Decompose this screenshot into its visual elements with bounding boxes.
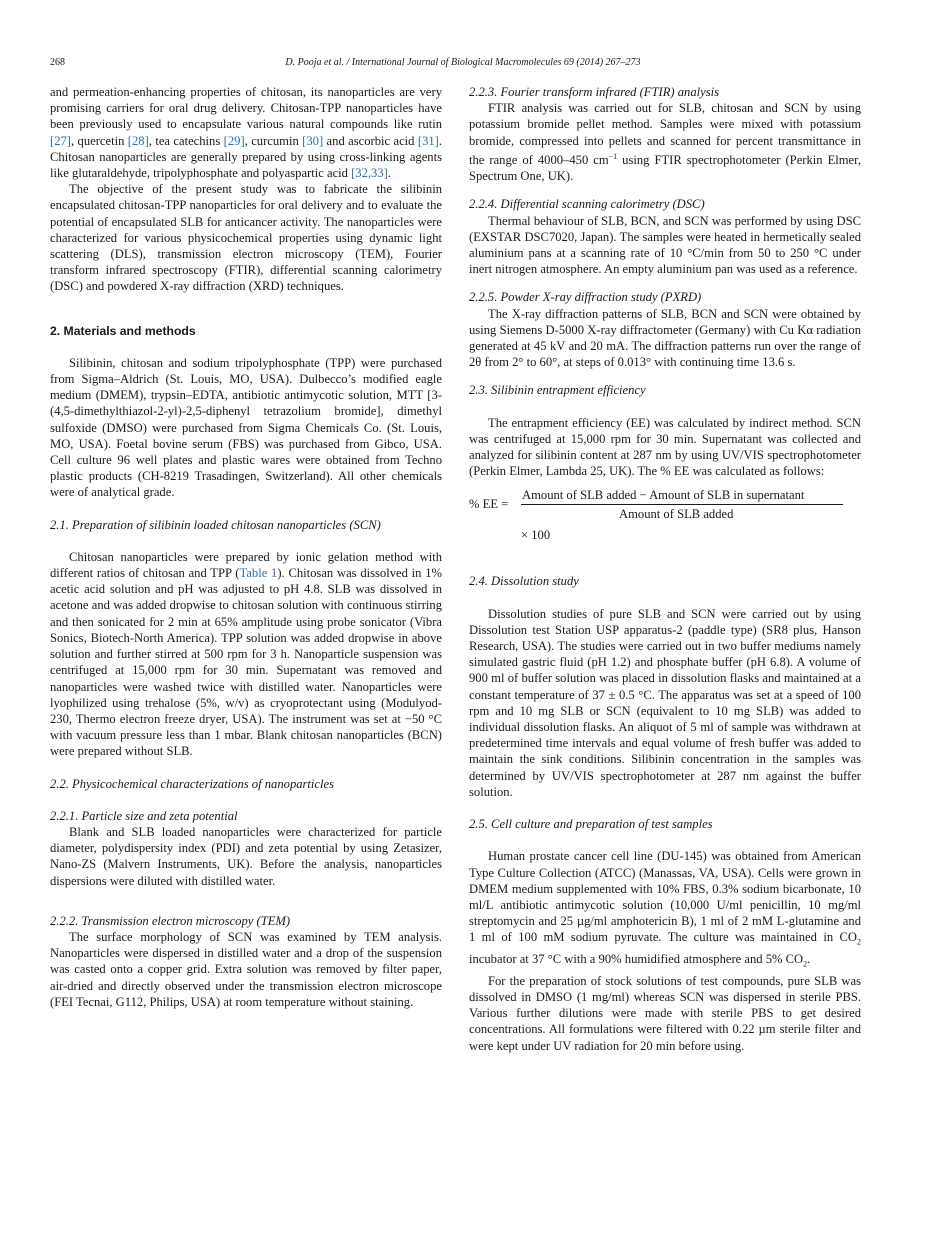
- table-1-link[interactable]: Table 1: [239, 566, 278, 581]
- right-column: [469, 84, 861, 1054]
- ref-link-32-33[interactable]: [32,33]: [351, 166, 388, 181]
- particle-size-paragraph: Blank and SLB loaded nanoparticles were characterized for particle diameter, polydispersity index (PDI) and zeta potential by using Zetasizer, Nano-ZS (Malvern Instruments, UK). Before the analysis, nanoparticles dispersions were diluted with distilled water.: [50, 824, 442, 888]
- dissolution-paragraph: Dissolution studies of pure SLB and SCN were carried out by using Dissolution test Station USP apparatus-2 (paddle type) (SR8 plus, Hanson Research, USA). The studies were carried out in two buffer mediums namely simulated gastric fluid (pH 1.2) and phosphate buffer (pH 6.8). A volume of 900 ml of buffer solution was placed in dissolution flasks and maintained at a constant temperature of 37 ± 0.5 °C. The apparatus was set at a speed of 100 rpm and 10 mg SLB or SCN (equivalent to 10 mg SLB) was added to individual dissolution flasks. An aliquot of 5 ml of sample was withdrawn at predetermined time intervals and equal volume of fresh buffer was added to maintain the sink conditions. Silibinin concentration in the samples was determined by UV/VIS spectrophotometer at 287 nm against the buffer solution.: [469, 606, 861, 799]
- ee-equation: [469, 487, 861, 545]
- pxrd-paragraph: The X-ray diffraction patterns of SLB, BCN and SCN were obtained by using Siemens D-5000 X-ray diffractometer (Germany) with Cu Kα radiation generated at 45 kV and 20 mA. The diffraction patterns run over the range of 2θ from 2° to 60°, at steps of 0.013° with continuing time 13.6 s.: [469, 306, 861, 370]
- stock-solution-paragraph: For the preparation of stock solutions of test compounds, pure SLB was dissolved in DMSO (1 mg/ml) whereas SCN was dispersed in sterile PBS. Various further dilutions were made with sterile PBS to get desired concentrations. All formulations were filtered with 0.22 µm sterile filter and were kept under UV radiation for 20 min before using.: [469, 973, 861, 1053]
- equation-lhs: % EE =: [469, 497, 509, 512]
- equation-multiplier: × 100: [521, 528, 551, 543]
- subsection-heading-2-4: 2.4. Dissolution study: [469, 574, 579, 589]
- subsection-heading-2-2-4: 2.2.4. Differential scanning calorimetry (DSC): [469, 197, 705, 212]
- objective-paragraph: The objective of the present study was to fabricate the silibinin encapsulated chitosan-TPP nanoparticles for oral delivery and to evaluate the potential of encapsulated SLB for anticancer activity. The nanoparticles were characterized for various physicochemical properties using dynamic light scattering (DLS), transmission electron microscopy (TEM), Fourier transform infrared spectroscopy (FTIR), differential scanning calorimetry (DSC) and powdered X-ray diffraction (XRD) techniques.: [50, 182, 442, 294]
- section-heading-materials-methods: 2. Materials and methods: [50, 323, 196, 338]
- fraction-bar: [521, 504, 843, 505]
- equation-denominator: Amount of SLB added: [619, 507, 734, 522]
- cell-culture-paragraph: Human prostate cancer cell line (DU-145) was obtained from American Type Culture Collection (ATCC) (Manassas, VA, USA). Cells were grown in DMEM medium supplemented with 10% FBS, 0.3% sodium bicarbonate, 10 ml/L antibiotic antimycotic solution (10,000 U/ml penicillin, 10 mg/ml streptomycin and 25 µg/ml amphotericin B), 1 ml of 2 mM L-glutamine and 1 ml of 100 mM sodium pyruvate. The culture was maintained in $CO_2$ incubator at 37 °C with a 90% humidified atmosphere and 5% $CO_2$.: [469, 849, 861, 969]
- page-number: 268: [50, 57, 65, 68]
- subsection-heading-2-2: 2.2. Physicochemical characterizations of nanoparticles: [50, 776, 335, 791]
- subsection-heading-2-5: 2.5. Cell culture and preparation of test samples: [469, 817, 713, 832]
- entrapment-paragraph: The entrapment efficiency (EE) was calculated by indirect method. SCN was centrifuged at 15,000 rpm for 30 min. Supernatant was collected and analyzed for silibinin content at 287 nm by using UV/VIS spectrophotometer (Perkin Elmer, Lambda 25, UK). The % EE was calculated as follows:: [469, 415, 861, 479]
- tem-paragraph: The surface morphology of SCN was examined by TEM analysis. Nanoparticles were dispersed in distilled water and a drop of the suspension was casted onto a copper grid. Extra solution was removed by filter paper, air-dried and directly observed under the transmission electron microscope (FEI Tecnai, G112, Philips, USA) at room temperature without staining.: [50, 929, 442, 1009]
- left-column: [50, 84, 442, 1010]
- preparation-paragraph: Chitosan nanoparticles were prepared by ionic gelation method with different ratios of chitosan and TPP (Table 1). Chitosan was dissolved in 1% acetic acid solution and pH was adjusted to pH 4.8. SLB was dissolved in acetone and was added dropwise to chitosan solution with continuous stirring and then sonicated for 2 min at 65% amplitude using probe sonicator (Vibra Sonics, Biotech-North America). TPP solution was added dropwise in above solution and further stirred at 500 rpm for 3 h. Nanoparticle suspension was centrifuged at 15,000 rpm for 30 min. Supernatant was removed and nanoparticles were washed twice with distilled water. Nanoparticles were lyophilized using trehalose (5%, w/v) as cryoprotectant using (Modulyod-230, Thermo electron freeze dryer, USA). The instrument was set at −50 °C with vacuum pressure less than 1 mbar. Blank chitosan nanoparticles (BCN) were prepared without SLB.: [50, 549, 442, 759]
- intro-paragraph: and permeation-enhancing properties of chitosan, its nanoparticles are very promising carriers for oral drug delivery. Chitosan-TPP nanoparticles have been previously used to encapsulate various natural compounds like rutin [27], quercetin [28], tea catechins [29], curcumin [30] and ascorbic acid [31]. Chitosan nanoparticles are generally prepared by using cross-linking agents like glutaraldehyde, tripolyphosphate and polyaspartic acid [32,33].: [50, 85, 443, 181]
- ref-link-30[interactable]: [30]: [302, 133, 324, 148]
- dsc-paragraph: Thermal behaviour of SLB, BCN, and SCN was performed by using DSC (EXSTAR DSC7020, Japan). The samples were heated in hermetically sealed aluminium pans at a scanning rate of 10 °C/min from 50 to 250 °C under inert nitrogen atmosphere. An empty aluminium pan was used as a reference.: [469, 213, 861, 277]
- ref-link-27[interactable]: [27]: [50, 133, 71, 148]
- materials-paragraph: Silibinin, chitosan and sodium tripolyphosphate (TPP) were purchased from Sigma–Aldrich (St. Louis, MO, USA). Dulbecco’s modified eagle medium (DMEM), trypsin–EDTA, antibiotic antimycotic solution, MTT [3-(4,5-dimethylthiazol-2-yl)-2,5-diphenyl tetrazolium bromide], dimethyl sulfoxide (DMSO) were purchased from Sigma Chemicals Co. (St. Louis, MO, USA). Foetal bovine serum (FBS) was purchased from Gibco, USA. Cell culture 96 well plates and plastic wares were obtained from Techno plastic products (CH-8219 Trasadingen, Switzerland). All other chemicals were of analytical grade.: [50, 355, 442, 500]
- running-header: D. Pooja et al. / International Journal of Biological Macromolecules 69 (2014) 267–273: [285, 57, 641, 68]
- ref-link-28[interactable]: [28]: [127, 133, 149, 148]
- ftir-paragraph: FTIR analysis was carried out for SLB, chitosan and SCN by using potassium bromide pellet method. Samples were mixed with potassium bromide, compressed into pellets and scanned for percent transmittance in the range of 4000–450 $cm^{-1}$ using FTIR spectrophotometer (Perkin Elmer, Spectrum One, UK).: [469, 101, 861, 184]
- subsection-heading-2-1: 2.1. Preparation of silibinin loaded chitosan nanoparticles (SCN): [50, 517, 381, 532]
- subsection-heading-2-2-5: 2.2.5. Powder X-ray diffraction study (PXRD): [469, 290, 702, 305]
- ref-link-29[interactable]: [29]: [223, 133, 245, 148]
- ref-link-31[interactable]: [31]: [417, 133, 439, 148]
- subsection-heading-2-3: 2.3. Silibinin entrapment efficiency: [469, 383, 646, 398]
- subsection-heading-2-2-3: 2.2.3. Fourier transform infrared (FTIR) analysis: [469, 85, 720, 99]
- equation-numerator: Amount of SLB added − Amount of SLB in supernatant: [522, 488, 805, 503]
- subsection-heading-2-2-2: 2.2.2. Transmission electron microscopy (TEM): [50, 913, 291, 928]
- subsection-heading-2-2-1: 2.2.1. Particle size and zeta potential: [50, 808, 238, 823]
